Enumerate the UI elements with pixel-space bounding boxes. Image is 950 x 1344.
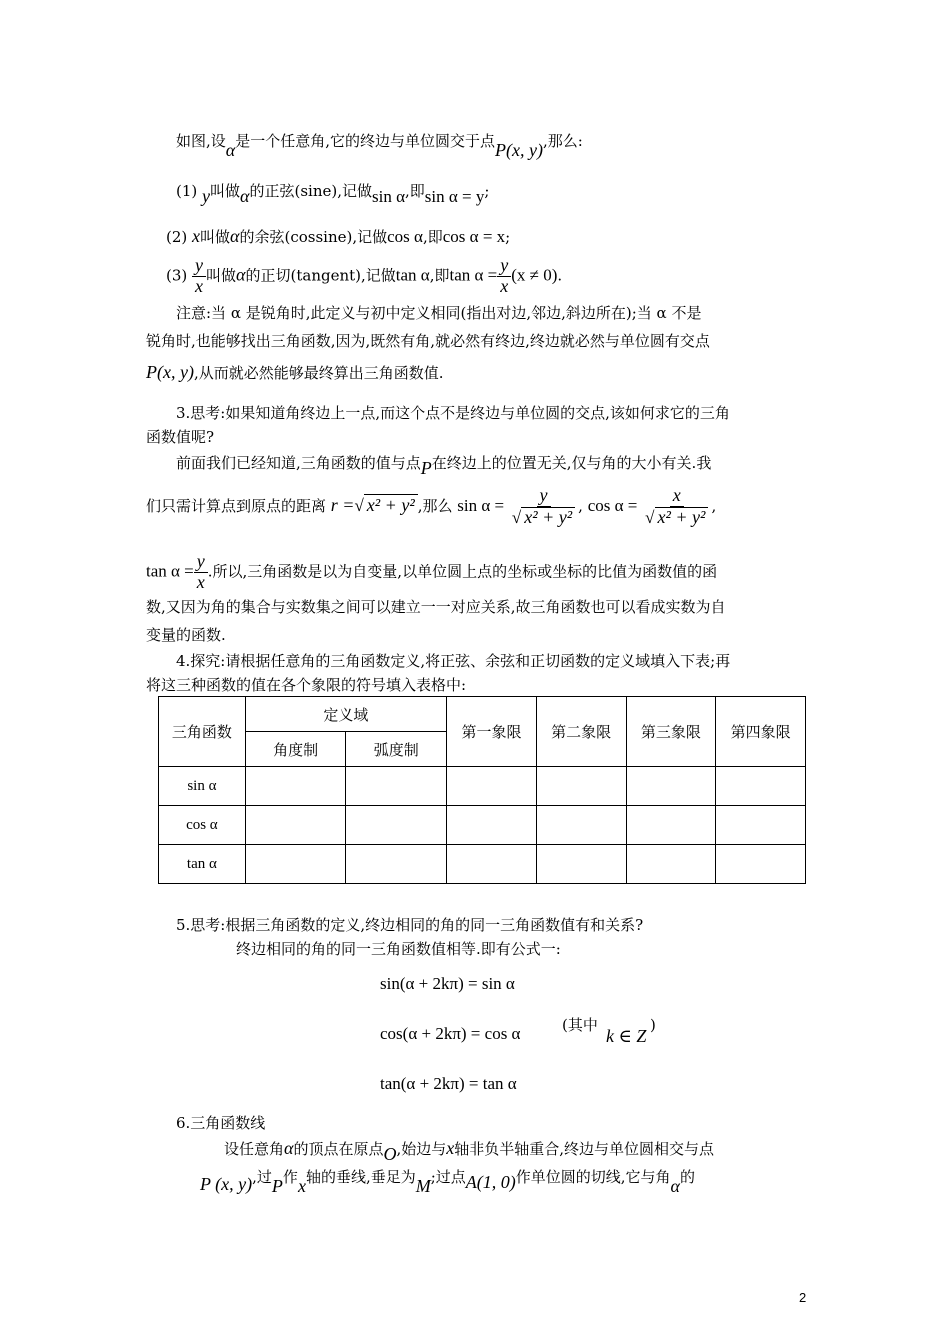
tan-frac-den: x [196, 571, 205, 592]
row-label-tan: tan α [159, 845, 246, 884]
table-cell[interactable] [245, 806, 346, 845]
def1-text-1: 叫做 [210, 182, 241, 200]
tan-lhs: tan α = [146, 561, 194, 581]
s6-text-2c: 轴的垂线,垂足为 [305, 1168, 416, 1186]
sin-frac-num: y [537, 486, 551, 507]
note-line-3 [146, 362, 444, 384]
radius-lhs: r = [330, 494, 355, 515]
s6-text-1a: 设任意角 [224, 1140, 285, 1158]
table-cell[interactable] [626, 767, 716, 806]
section6-title: 6.三角函数线 [176, 1114, 266, 1132]
s6-text-2f: 的 [680, 1168, 696, 1186]
row-label-sin: sin α [159, 767, 246, 806]
def2-var: x [192, 226, 201, 246]
sin-fraction: $\frac{y}{\text{√ x² + y²}}$ [509, 486, 578, 528]
def2-text-2: 的余弦(cossine),记做 [239, 228, 388, 246]
table-cell[interactable] [346, 767, 447, 806]
cos-comma: , [711, 496, 717, 515]
header-function: 三角函数 [159, 697, 246, 767]
def3-eq-rhs: (x ≠ 0) [511, 265, 558, 285]
def3-eq-fraction [497, 256, 511, 297]
formula-condition-open: (其中 [562, 1016, 598, 1034]
intro-alpha: α [225, 140, 236, 160]
header-quadrant-1: 第一象限 [447, 697, 537, 767]
explore4-line-1: 4.探究:请根据任意角的三角函数定义,将正弦、余弦和正切函数的定义域填入下表;再 [176, 652, 731, 670]
def2-alpha: α [230, 226, 240, 246]
tan-frac-num: y [194, 552, 208, 573]
def2-equation: cos α = x [442, 227, 506, 246]
def2-func: cos α [387, 227, 423, 246]
formula-condition-close: ) [650, 1016, 656, 1034]
def3-fraction [192, 256, 206, 297]
header-domain: 定义域 [245, 697, 446, 732]
table-cell[interactable] [245, 845, 346, 884]
think3-text-3a: 前面我们已经知道,三角函数的值与点 [176, 454, 421, 472]
s6-point-a: A(1, 0) [465, 1172, 516, 1192]
think3-line-7: 变量的函数. [146, 626, 226, 644]
definition-sine [176, 180, 490, 206]
def3-eq-lhs: tan α = [449, 265, 498, 285]
table-cell[interactable] [447, 806, 537, 845]
s6-text-1c: ,始边与 [396, 1140, 447, 1158]
table-cell[interactable] [626, 845, 716, 884]
definition-cosine [166, 226, 510, 248]
formula-sin: sin(α + 2kπ) = sin α [380, 974, 515, 993]
def3-eq-frac-den: x [500, 275, 509, 296]
row-label-cos: cos α [159, 806, 246, 845]
radius-radicand: x² + y² [364, 494, 418, 517]
note-line-2: 锐角时,也能够找出三角函数,因为,既然有角,就必然有终边,终边就必然与单位圆有交点 [146, 332, 710, 350]
def1-alpha: α [240, 186, 250, 206]
s6-x2: x [297, 1176, 306, 1196]
def1-number: (1) [176, 182, 198, 200]
think3-text-3b: 在终边上的位置无关,仅与角的大小有关.我 [431, 454, 712, 472]
note-line-1: 注意:当 α 是锐角时,此定义与初中定义相同(指出对边,邻边,斜边所在);当 α 不是 [176, 304, 702, 322]
def1-var: y [202, 186, 211, 206]
tan-fraction [194, 552, 208, 593]
header-quadrant-3: 第三象限 [626, 697, 716, 767]
intro-line [176, 130, 583, 160]
def2-text-1: 叫做 [200, 228, 231, 246]
s6-text-2b: 作 [282, 1168, 298, 1186]
think3-text-4b: ,那么 [417, 496, 453, 515]
header-radian: 弧度制 [346, 732, 447, 767]
table-cell[interactable] [536, 806, 626, 845]
def3-frac-den: x [195, 275, 204, 296]
s6-alpha: α [284, 1138, 294, 1158]
def3-text-3: ,即 [429, 266, 450, 285]
s6-text-2e: 作单位圆的切线,它与角 [515, 1168, 671, 1186]
think3-line-1: 3.思考:如果知道角终边上一点,而这个点不是终边与单位圆的交点,该如何求它的三角 [176, 404, 730, 422]
think3-line-6: 数,又因为角的集合与实数集之间可以建立一一对应关系,故三角函数也可以看成实数为自 [146, 598, 726, 616]
section6-line-2 [200, 1166, 696, 1196]
def2-end: ; [505, 228, 511, 246]
table-row [159, 767, 806, 806]
sin-lhs: sin α = [457, 495, 505, 515]
cos-frac-den: x² + y² [655, 507, 709, 528]
def3-number: (3) [166, 266, 188, 285]
table-cell[interactable] [447, 845, 537, 884]
header-quadrant-2: 第二象限 [536, 697, 626, 767]
def3-alpha: α [236, 264, 246, 285]
page-number: 2 [799, 1290, 807, 1305]
def2-number: (2) [166, 228, 188, 246]
table-cell[interactable] [716, 845, 806, 884]
note-point: P(x, y) [146, 362, 194, 382]
def3-text-1: 叫做 [206, 266, 237, 285]
formula-cos: cos(α + 2kπ) = cos α [380, 1024, 521, 1043]
def2-text-3: ,即 [422, 228, 443, 246]
s6-text-1b: 的顶点在原点 [293, 1140, 384, 1158]
def3-text-2: 的正切(tangent),记做 [245, 266, 396, 285]
header-degree: 角度制 [245, 732, 346, 767]
table-cell[interactable] [716, 806, 806, 845]
definition-tangent [166, 256, 562, 297]
intro-text-3: ,那么: [542, 132, 583, 150]
table-cell[interactable] [245, 767, 346, 806]
intro-text-1: 如图,设 [176, 132, 226, 150]
def1-end: ; [484, 182, 490, 200]
s6-text-1d: 轴非负半轴重合,终边与单位圆相交与点 [454, 1140, 715, 1158]
intro-text-2: 是一个任意角,它的终边与单位圆交于点 [235, 132, 496, 150]
table-cell[interactable] [536, 767, 626, 806]
table-row [159, 845, 806, 884]
sin-comma: , [578, 496, 583, 515]
trig-sign-table [158, 696, 806, 884]
formula-condition: k ∈ Z [606, 1026, 647, 1046]
cos-fraction: $\frac{x}{\text{√ x² + y²}}$ [642, 486, 711, 528]
note-text-3: ,从而就必然能够最终算出三角函数值. [193, 364, 444, 382]
def1-text-2: 的正弦(sine),记做 [249, 182, 373, 200]
s6-x: x [446, 1138, 455, 1158]
sin-frac-den: x² + y² [521, 507, 575, 528]
cos-frac-num: x [670, 486, 684, 507]
think3-line-2: 函数值呢? [146, 428, 215, 446]
think3-text-4a: 们只需计算点到原点的距离 [146, 496, 327, 515]
think3-line-3 [176, 452, 712, 478]
s6-point-p: P (x, y) [200, 1174, 253, 1194]
table-cell[interactable] [536, 845, 626, 884]
table-row [159, 806, 806, 845]
cos-lhs: cos α = [587, 495, 638, 515]
s6-text-2a: ,过 [252, 1168, 272, 1186]
def1-equation: sin α = y [424, 187, 485, 206]
explore4-line-2: 将这三种函数的值在各个象限的符号填入表格中: [146, 676, 467, 694]
intro-point: P(x, y) [495, 140, 543, 160]
think3-line-4: 们只需计算点到原点的距离 r =√ x² + y² ,那么 sin α = $\frac{y}{\text{√ x² + y²}}$ , cos α = $\frac{x}{\text{√ x² + y²}}$ , [146, 485, 717, 527]
s6-origin: O [383, 1144, 397, 1164]
table-cell[interactable] [626, 806, 716, 845]
def3-eq-frac-num: y [497, 256, 511, 277]
table-cell[interactable] [346, 845, 447, 884]
header-quadrant-4: 第四象限 [716, 697, 806, 767]
s6-m: M [415, 1176, 431, 1196]
s6-text-2d: ;过点 [430, 1168, 466, 1186]
formula-tan: tan(α + 2kπ) = tan α [380, 1074, 517, 1093]
def3-func: tan α [395, 265, 430, 285]
s6-alpha2: α [670, 1176, 680, 1196]
think3-p: P [420, 458, 432, 478]
def1-text-3: ,即 [405, 182, 425, 200]
think3-text-5: .所以,三角函数是以为自变量,以单位圆上点的坐标或坐标的比值为函数值的函 [207, 562, 718, 581]
s6-p: P [271, 1176, 283, 1196]
table-cell[interactable] [447, 767, 537, 806]
def1-func: sin α [372, 187, 406, 206]
def3-frac-num: y [192, 256, 206, 277]
section6-line-1 [224, 1138, 715, 1164]
think5-line-1: 5.思考:根据三角函数的定义,终边相同的角的同一三角函数值有和关系? [176, 916, 644, 934]
table-cell[interactable] [716, 767, 806, 806]
think3-line-5 [146, 552, 717, 593]
def3-end: . [557, 266, 563, 285]
think5-line-2: 终边相同的角的同一三角函数值相等.即有公式一: [236, 940, 561, 958]
table-cell[interactable] [346, 806, 447, 845]
